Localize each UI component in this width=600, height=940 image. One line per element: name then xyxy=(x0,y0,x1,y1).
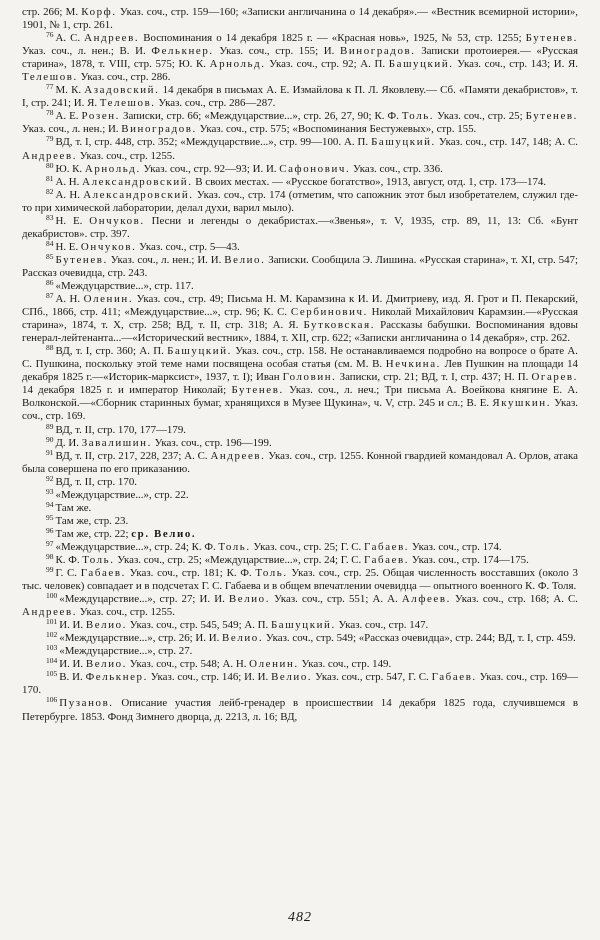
endnote-text: Воспоминания о 14 декабря 1825 г. — «Красная новь», 1925, № 53, стр. 1255; xyxy=(139,32,526,45)
endnote xyxy=(22,293,578,345)
endnote xyxy=(22,632,578,645)
endnote xyxy=(22,447,578,476)
endnote-text: И. И. xyxy=(59,619,86,632)
author-name: Бутенев. xyxy=(525,32,578,45)
endnote-text: Указ. соч., стр. 49; Письма Н. М. Карамзина к И. И. Дмитриеву, изд. Я. Грот и П. Пекарский, СПб., 1866, стр. 411; «Междуцарствие...», стр. 96; К. С. xyxy=(22,293,578,319)
author-name: Велио. xyxy=(85,658,128,671)
author-name: Велио. xyxy=(85,619,128,632)
endnote-text: Указ. соч., стр. 286. xyxy=(77,71,171,84)
endnote-text: ВД, т. II, стр. 170. xyxy=(55,475,137,488)
endnote-text: И. И. xyxy=(59,658,86,671)
endnote xyxy=(22,186,578,215)
endnote-number: 105 xyxy=(46,669,58,679)
endnote-number: 77 xyxy=(46,82,54,92)
endnote xyxy=(22,160,578,176)
endnote-number: 76 xyxy=(46,30,54,40)
endnote-text: Указ. соч., стр. 169. xyxy=(22,397,579,423)
endnote-text: Указ. соч., стр. 169—170. xyxy=(22,671,578,697)
endnote-text: Там же. xyxy=(55,501,92,514)
author-name: Башуцкий. xyxy=(388,58,454,71)
endnote xyxy=(22,345,578,423)
author-name: Бутенев. xyxy=(55,253,108,266)
author-name: Габаев. xyxy=(80,567,126,580)
endnote-number: 82 xyxy=(46,186,54,196)
endnote-text: Лев Пушкин на площади 14 декабря 1825 г.—«Историк-марксист», 1937, т. I); Иван xyxy=(22,358,578,384)
endnote xyxy=(22,525,578,541)
endnote-text: Указ. соч., стр. 549; «Рассказ очевидца», стр. 244; ВД, т. I, стр. 459. xyxy=(263,632,576,645)
author-name: Пузанов. xyxy=(59,697,114,710)
author-name: Бутенев. xyxy=(525,110,578,123)
author-name: Башуцкий. xyxy=(371,136,436,149)
endnote-text: Указ. соч., стр. 336. xyxy=(350,162,443,175)
endnote-text: Указ. соч., стр. 159—160; «Записки англичанина о 14 декабря».— «Вестник всемирной истории», 1901, № 1, стр. 261. xyxy=(22,6,578,32)
endnote-text: Указ. соч., стр. 548; А. Н. xyxy=(127,658,250,671)
endnote xyxy=(22,499,578,515)
endnote-text: Рассказы бабушки. Воспоминания вдовы генерал-лейтенанта...—«Исторический вестник», 1884, т. XII, стр. 622; «Записки англичанина о 14 декабря», стр. 262. xyxy=(22,319,578,345)
author-name: Сафонович. xyxy=(279,162,351,175)
endnote xyxy=(22,473,578,489)
author-name: Андреев. xyxy=(210,449,266,462)
endnote xyxy=(22,486,578,502)
endnote xyxy=(22,136,578,162)
author-name: Габаев. xyxy=(431,671,477,684)
endnote-text: Указ. соч., стр. 25. Общая численность восставших (около 3 тыс. человек) совпадает и в подсчетах Г. С. Габаева и в общем впечатлении очевидца — опытного военного К. Ф. Толя. xyxy=(22,567,578,593)
author-name: Азадовский. xyxy=(84,84,160,97)
author-name: Александровский. xyxy=(82,175,193,188)
author-name: Арнольд. xyxy=(209,58,266,71)
endnote-text: А. Е. xyxy=(55,110,82,123)
author-name: Велио. xyxy=(228,593,271,606)
endnote-text: Указ. соч., л. нен.; И. xyxy=(22,123,122,136)
author-name: Виноградов. xyxy=(340,45,416,58)
endnote-number: 89 xyxy=(46,421,54,431)
endnote-text: Указ. соч., стр. 1255. xyxy=(77,149,175,162)
endnote-text: Указ. соч., стр. 25; «Междуцарствие...», стр. 24; Г. С. xyxy=(114,553,364,566)
author-name: Фелькнер. xyxy=(151,45,214,58)
endnote-text: А. Н. xyxy=(55,175,83,188)
endnote-text: Записки, стр. 21; ВД, т. I, стр. 437; Н. П. xyxy=(336,371,532,384)
endnote-text: Там же, стр. 23. xyxy=(55,514,129,527)
endnote-text: Указ. соч., стр. 5—43. xyxy=(136,240,240,253)
endnote-text: Там же, стр. 22; xyxy=(55,527,132,540)
endnote-number: 91 xyxy=(46,447,54,457)
endnote xyxy=(22,567,578,593)
endnote-text: Указ. соч., стр. 155; И. xyxy=(213,45,340,58)
author-name: Андреев. xyxy=(22,149,78,162)
author-name: Габаев. xyxy=(363,553,410,566)
endnote-text: Указ. соч., стр. 158. Не останавливаемся подробно на вопросе о брате А. С. Пушкина, поскольку этой теме нами посвящена особая статья (см. М. В. xyxy=(22,345,578,371)
endnote-text: Указ. соч., стр. 1255. xyxy=(77,606,175,619)
endnote-text: Указ. соч., стр. 25; Г. С. xyxy=(250,540,364,553)
endnote-text: Записки, стр. 66; «Междуцарствие...», стр. 26, 27, 90; К. Ф. xyxy=(120,110,402,123)
author-name: Велио. xyxy=(271,671,313,684)
author-name: Огарев. xyxy=(531,371,578,384)
author-name: Толь. xyxy=(218,540,251,553)
author-name: Андреев. xyxy=(22,606,78,619)
endnote-text: Д. И. xyxy=(55,436,82,449)
endnote xyxy=(22,212,578,241)
endnote-number: 81 xyxy=(46,173,54,183)
author-name: Андреев. xyxy=(84,32,140,45)
endnote-text: Записки. Сообщила Э. Лишина. «Русская старина», т. XI, стр. 547; Рассказ очевидца, стр. 243. xyxy=(22,253,578,279)
endnote-number: 79 xyxy=(46,134,54,144)
endnote-text: А. Н. xyxy=(55,188,84,201)
endnote-text: Г. С. xyxy=(55,567,81,580)
endnote-text: Песни и легенды о декабристах.—«Звенья», т. V, 1935, стр. 89, 11, 13: Сб. «Бунт декабристов». стр. 397. xyxy=(22,214,578,240)
author-name: Нечкина. xyxy=(385,358,441,371)
endnote-text: стр. 266; М. xyxy=(22,6,82,18)
author-name: Толь. xyxy=(255,567,288,580)
endnote xyxy=(22,619,578,632)
endnote-text: Указ. соч., стр. 196—199. xyxy=(151,436,272,449)
endnote-number: 102 xyxy=(46,630,58,640)
endnote-text: Указ. соч., стр. 174. xyxy=(409,540,502,553)
author-name: Фелькнер. xyxy=(85,671,148,684)
endnote-text: 14 декабря в письмах А. Е. Измайлова к П. Л. Яковлеву.— Сб. «Памяти декабристов», т. I, стр. 241; И. Я. xyxy=(22,84,579,110)
author-name: Башуцкий. xyxy=(270,619,336,632)
endnote-number: 98 xyxy=(46,551,54,561)
endnote xyxy=(22,593,578,619)
endnote-text: «Междуцарствие...», стр. 22. xyxy=(55,488,189,501)
author-name: Виноградов. xyxy=(121,123,197,136)
author-name: Оленин. xyxy=(249,658,299,671)
author-name: Ончуков. xyxy=(89,214,145,227)
author-name: Алфеев. xyxy=(401,593,451,606)
endnote-text: Указ. соч., стр. 147. xyxy=(335,619,429,632)
endnote-number: 97 xyxy=(46,538,54,548)
endnote xyxy=(22,551,578,567)
author-name: Завалишин. xyxy=(81,436,152,449)
author-name: Корф. xyxy=(81,6,117,18)
endnote xyxy=(22,238,578,254)
author-name: Телешов. xyxy=(22,71,78,84)
endnote-text: 14 декабря 1825 г. и император Николай; xyxy=(22,384,232,397)
endnote xyxy=(22,697,578,723)
author-name: Башуцкий. xyxy=(167,345,232,358)
endnote-number: 95 xyxy=(46,512,54,522)
author-name: Розен. xyxy=(81,110,121,123)
endnote-text: Указ. соч., стр. 92—93; И. И. xyxy=(140,162,280,175)
endnote-text: Указ. соч., стр. 147, 148; А. С. xyxy=(435,136,578,149)
endnote-text: Н. Е. xyxy=(55,240,81,253)
endnote xyxy=(22,671,578,697)
author-name: Велио. xyxy=(222,632,264,645)
author-name: Ончуков. xyxy=(80,240,137,253)
endnote xyxy=(22,84,578,110)
endnote-number: 92 xyxy=(46,473,54,483)
endnote-text: Указ. соч., стр. 1255. Конной гвардией командовал А. Орлов, атака была совершена по его приказанию. xyxy=(22,449,578,475)
endnote-text: А. С. xyxy=(55,32,85,45)
endnote-number: 87 xyxy=(46,291,54,301)
endnote xyxy=(22,645,578,658)
endnote-text: ВД, т. II, стр. 217, 228, 237; А. С. xyxy=(55,449,211,462)
author-name: Александровский. xyxy=(83,188,194,201)
endnote-text: «Междуцарствие...», стр. 27. xyxy=(59,645,193,658)
endnote-text: В своих местах. — «Русское богатство», 1913, август, отд. 1, стр. 173—174. xyxy=(192,175,547,188)
endnote-text: «Междуцарствие...», стр. 24; К. Ф. xyxy=(55,540,219,553)
endnote-text: М. К. xyxy=(55,84,85,97)
endnote-number: 86 xyxy=(46,277,54,287)
endnote xyxy=(22,6,578,32)
endnote xyxy=(22,434,578,450)
page-number: 482 xyxy=(288,910,312,925)
endnote-text: Указ. соч., л. нен.; И. И. xyxy=(107,253,225,266)
endnote-text: Ю. К. xyxy=(55,162,85,175)
endnote-text: В. И. xyxy=(59,671,86,684)
endnote-text: Указ. соч., стр. 551; А. А. xyxy=(270,593,402,606)
endnote-number: 104 xyxy=(46,656,58,666)
endnote-number: 78 xyxy=(46,108,54,118)
endnote-text: Указ. соч., стр. 286—287. xyxy=(155,97,276,110)
endnote-text: Указ. соч., стр. 545, 549; А. П. xyxy=(127,619,271,632)
endnote-text: «Междуцарствие...», стр. 27; И. И. xyxy=(59,593,229,606)
endnote-text: Записки протоиерея.— «Русская старина», 1878, т. VIII, стр. 575; Ю. К. xyxy=(22,45,578,71)
endnote-number: 94 xyxy=(46,499,54,509)
endnote-number: 99 xyxy=(46,565,54,575)
endnote xyxy=(22,512,578,528)
author-name: Велио. xyxy=(224,253,266,266)
endnote-number: 90 xyxy=(46,434,54,444)
author-name: ср. Велио. xyxy=(131,527,197,540)
author-name: Арнольд. xyxy=(84,162,141,175)
endnote-number: 103 xyxy=(46,643,58,653)
author-name: Головин. xyxy=(282,371,337,384)
endnote xyxy=(22,538,578,554)
endnote-text: Описание участия лейб-гренадер в происшествии 14 декабря 1825 года, случившемся в Петербурге. 1853. Фонд Зимнего дворца, д. 2213, л. 16; ВД, xyxy=(22,697,578,723)
author-name: Оленин. xyxy=(83,293,134,306)
author-name: Бутковская. xyxy=(303,319,376,332)
endnote xyxy=(22,251,578,280)
endnote-text: Н. Е. xyxy=(55,214,90,227)
author-name: Якушкин. xyxy=(492,397,552,410)
endnote xyxy=(22,658,578,671)
author-name: Сербинович. xyxy=(290,306,368,319)
endnote-number: 80 xyxy=(46,160,54,170)
author-name: Бутенев. xyxy=(231,384,284,397)
endnote-text: Указ. соч., стр. 92; А. П. xyxy=(265,58,389,71)
endnote-text: Указ. соч., стр. 547, Г. С. xyxy=(312,671,432,684)
endnote xyxy=(22,32,578,84)
endnote-text: ВД, т. I, стр. 448, стр. 352; «Междуцарствие...», стр. 99—100. А. П. xyxy=(55,136,372,149)
author-name: Телешов. xyxy=(99,97,156,110)
endnote-text: Указ. соч., стр. 174 (отметим, что сапожник этот был изобретателем, служил где-то при химической лаборатории, делал духи, варил мыло). xyxy=(22,188,578,214)
endnote-number: 85 xyxy=(46,251,54,261)
endnote-number: 96 xyxy=(46,525,54,535)
endnote xyxy=(22,421,578,437)
endnote-number: 84 xyxy=(46,238,54,248)
endnote-text: Николай Михайлович Карамзин.—«Русская старина», 1874, т. X, стр. 258; ВД, т. II, стр. 318; А. Я. xyxy=(22,306,578,332)
endnote xyxy=(22,110,578,136)
endnote-text: Указ. соч., л. нен.; В. И. xyxy=(22,45,152,58)
endnote-text: Указ. соч., л. неч.; Три письма А. Воейкова княгине Е. А. Волконской.—«Сборник старинных бумаг, хранящихся в Музее Щукина», ч. V, стр. 245 и сл.; В. Е. xyxy=(22,384,578,410)
endnote-text: Указ. соч., стр. 149. xyxy=(298,658,392,671)
endnote-text: «Междуцарствие...», стр. 26; И. И. xyxy=(59,632,223,645)
endnote-text: К. Ф. xyxy=(55,553,83,566)
endnote-text: «Междуцарствие...», стр. 117. xyxy=(55,279,194,292)
endnote xyxy=(22,277,578,293)
endnote-text: Указ. соч., стр. 143; И. Я. xyxy=(453,58,578,71)
endnote-number: 106 xyxy=(46,695,58,705)
endnote-text: Указ. соч., стр. 25; xyxy=(434,110,526,123)
endnote-text: Указ. соч., стр. 181; К. Ф. xyxy=(125,567,256,580)
author-name: Габаев. xyxy=(364,540,410,553)
endnote-number: 93 xyxy=(46,486,54,496)
endnote-text: ВД, т. II, стр. 170, 177—179. xyxy=(55,423,186,436)
author-name: Толь. xyxy=(82,553,115,566)
endnote-text: Указ. соч., стр. 168; А. С. xyxy=(450,593,578,606)
endnote-text: ВД, т. I, стр. 360; А. П. xyxy=(55,345,168,358)
endnote-text: Указ. соч., стр. 146; И. И. xyxy=(147,671,272,684)
endnote-text: Указ. соч., стр. 174—175. xyxy=(409,553,529,566)
endnote-text: Указ. соч., стр. 575; «Воспоминания Бестужевых», стр. 155. xyxy=(196,123,477,136)
endnote-number: 83 xyxy=(46,212,54,222)
author-name: Толь. xyxy=(401,110,435,123)
endnote-number: 88 xyxy=(46,343,54,353)
endnote-number: 101 xyxy=(46,617,58,627)
endnote-text: А. Н. xyxy=(55,293,84,306)
endnote xyxy=(22,173,578,189)
endnotes-block xyxy=(22,6,578,724)
endnote-number: 100 xyxy=(46,591,58,601)
